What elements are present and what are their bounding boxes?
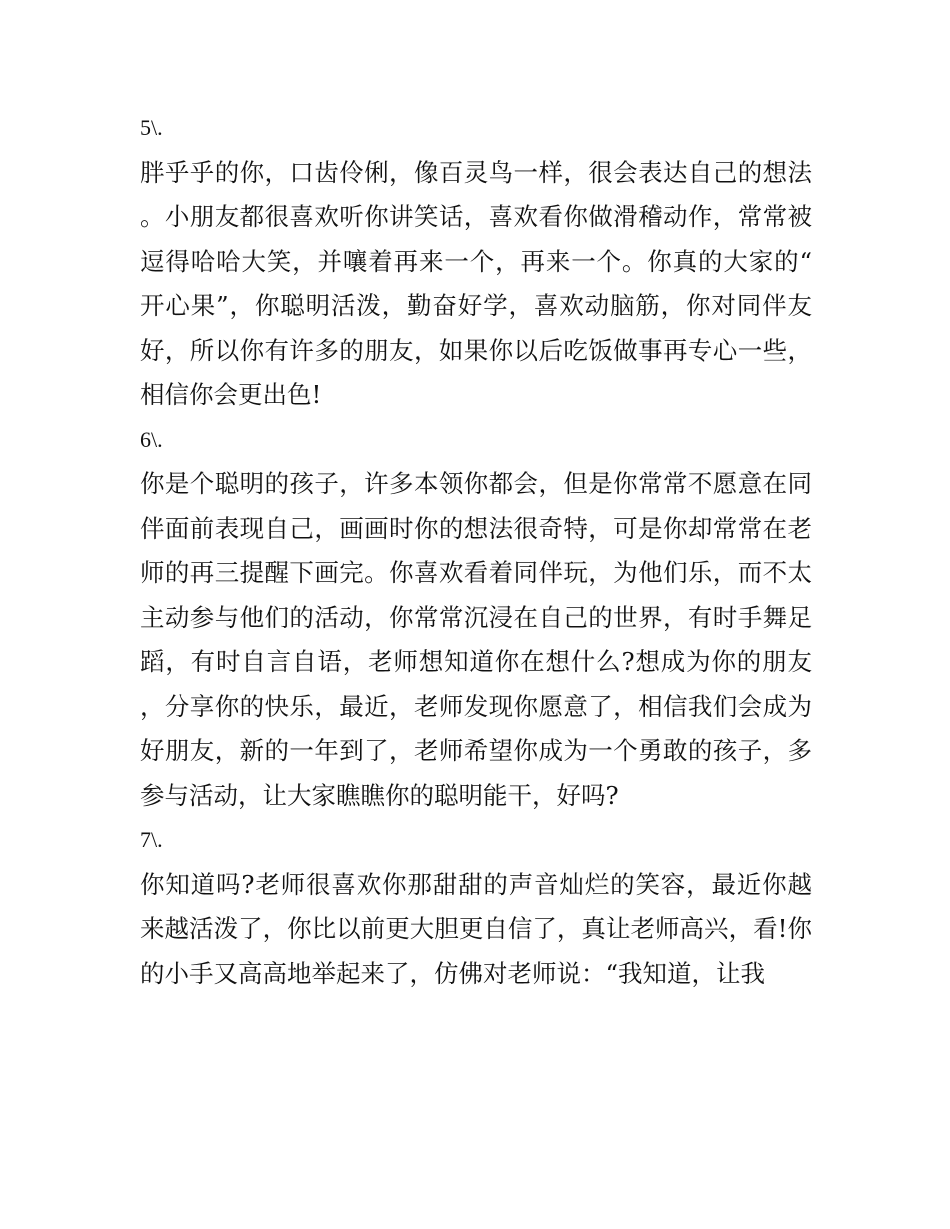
entry-number: 7\. <box>140 827 163 852</box>
entry-text: 胖乎乎的你，口齿伶俐，像百灵鸟一样，很会表达自己的想法。小朋友都很喜欢听你讲笑话，喜欢看你做滑稽动作，常常被逗得哈哈大笑，并嚷着再来一个，再来一个。你真的大家的“开心果”，你聪明活泼，勤奋好学，喜欢动脑筋，你对同伴友好，所以你有许多的朋友，如果你以后吃饭做事再专心一些，相信你会更出色! <box>140 157 812 409</box>
document-body <box>140 106 812 996</box>
entry-number: 6\. <box>140 426 163 452</box>
comment-entry-6 <box>140 418 812 819</box>
comment-entry-5 <box>140 106 812 418</box>
entry-text: 你是个聪明的孩子，许多本领你都会，但是你常常不愿意在同伴面前表现自己，画画时你的想法很奇特，可是你却常常在老师的再三提醒下画完。你喜欢看着同伴玩，为他们乐，而不太主动参与他们的活动，你常常沉浸在自己的世界，有时手舞足蹈，有时自言自语，老师想知道你在想什么?想成为你的朋友，分享你的快乐，最近，老师发现你愿意了，相信我们会成为好朋友，新的一年到了，老师希望你成为一个勇敢的孩子，多参与活动，让大家瞧瞧你的聪明能干，好吗? <box>140 469 812 810</box>
entry-number: 5\. <box>140 115 163 140</box>
comment-entry-7 <box>140 818 812 996</box>
entry-text: 你知道吗?老师很喜欢你那甜甜的声音灿烂的笑容，最近你越来越活泼了，你比以前更大胆更自信了，真让老师高兴，看!你的小手又高高地举起来了，仿佛对老师说：“我知道，让我 <box>140 869 812 988</box>
